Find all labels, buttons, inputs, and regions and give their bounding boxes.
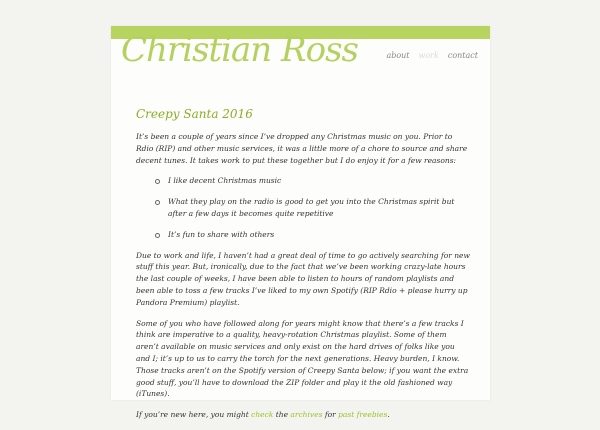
check-link[interactable]: check: [251, 410, 274, 420]
closing-text: .: [387, 410, 390, 420]
reasons-list: [136, 175, 471, 240]
post-intro: It’s been a couple of years since I’ve dropped any Christmas music on you. Prior to Rdio (RIP) and other music services, it was a little more of a chore to source and share decent tunes. It takes work to put these together but I do enjoy it for a few reasons:: [136, 132, 468, 165]
nav-work[interactable]: work: [418, 51, 439, 60]
page-container: [111, 26, 490, 420]
closing-text: If you’re new here, you might: [136, 410, 252, 420]
closing-text: the: [273, 410, 291, 420]
post-article: [136, 106, 471, 430]
post-closing: [136, 409, 471, 421]
post-paragraph-2: Due to work and life, I haven’t had a great deal of time to go actively searching for new stuff this year. But, ironically, due to the fact that we’ve been working crazy-late hours the last couple of weeks, I have been able to listen to hours of random playlists and been able to toss a few tracks I’ve liked to my own Spotify (RIP Rdio + please hurry up Pandora Premium) playlist.: [136, 250, 470, 307]
archives-link[interactable]: archives: [290, 410, 323, 420]
closing-text: for: [322, 410, 339, 420]
past-freebies-link[interactable]: past freebies: [338, 410, 388, 420]
site-logo[interactable]: Christian Ross: [121, 30, 358, 70]
list-item: I like decent Christmas music: [148, 175, 471, 187]
nav-contact[interactable]: contact: [447, 51, 478, 60]
list-item: What they play on the radio is good to get you into the Christmas spirit but after a few days it becomes quite repetitive: [148, 196, 471, 220]
main-nav: [386, 51, 478, 60]
post-paragraph-3: Some of you who have followed along for years might know that there’s a few tracks I think are imperative to a quality, heavy-rotation Christmas playlist. Some of them aren’t available on music services and only exist on the hard drives of folks like you and I; it’s up to us to carry the torch for the next generations. Heavy burden, I know. Those tracks aren’t on the Spotify version of Creepy Santa below; if you want the extra good stuff, you’ll have to download the ZIP folder and play it the old fashioned way (iTunes).: [136, 318, 469, 399]
list-item: It’s fun to share with others: [148, 229, 471, 241]
nav-about[interactable]: about: [386, 51, 410, 60]
post-title: Creepy Santa 2016: [136, 107, 253, 121]
